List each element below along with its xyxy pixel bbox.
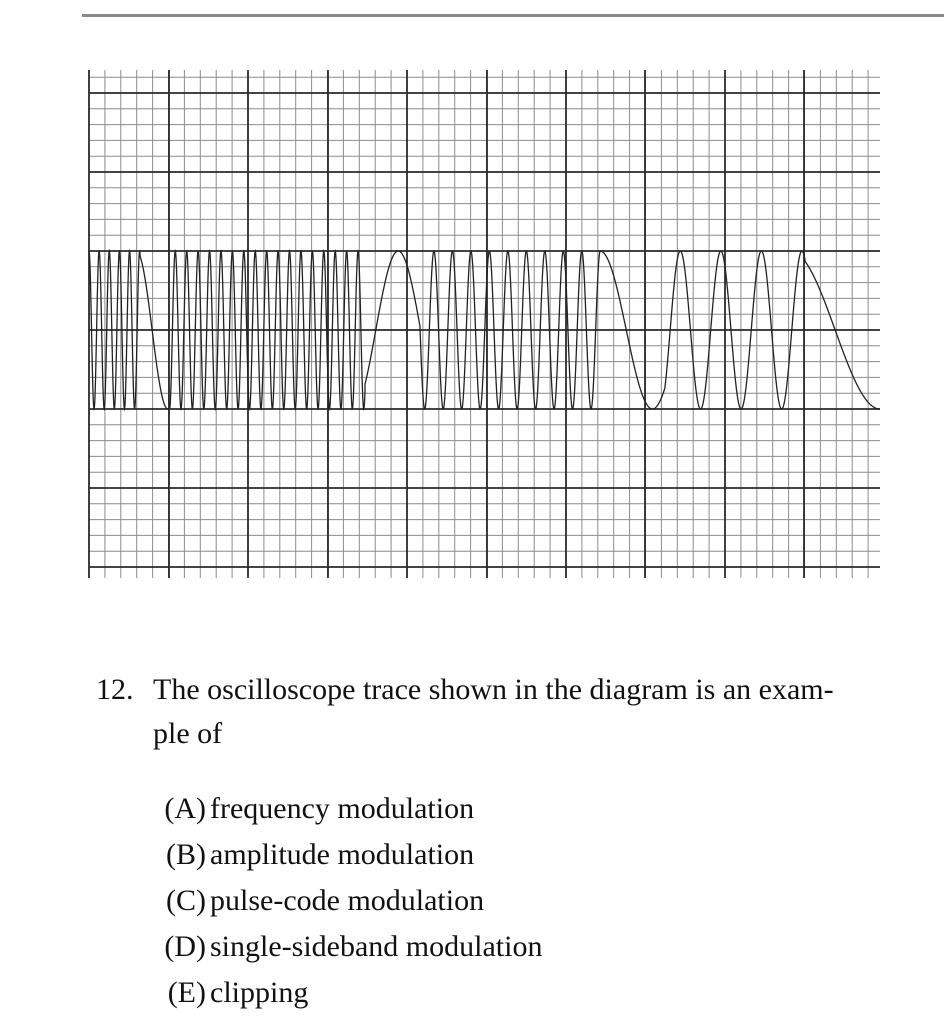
choice-letter: (B) bbox=[166, 838, 206, 871]
choice-text: frequency modulation bbox=[210, 792, 475, 825]
choice-text: clipping bbox=[210, 976, 309, 1009]
choice-b[interactable] bbox=[146, 832, 846, 878]
choice-text: amplitude modulation bbox=[210, 838, 475, 871]
choice-c[interactable] bbox=[146, 878, 846, 924]
choice-text: pulse-code modulation bbox=[210, 884, 485, 917]
choice-letter: (A) bbox=[164, 792, 206, 825]
question-number: 12. bbox=[96, 673, 134, 706]
choice-letter: (C) bbox=[166, 884, 206, 917]
answer-choices bbox=[146, 786, 846, 1016]
question-stem-line-1: The oscilloscope trace shown in the diagram is an exam- bbox=[153, 673, 834, 706]
question-stem-line-2: ple of bbox=[153, 717, 223, 750]
choice-a[interactable] bbox=[146, 786, 846, 832]
choice-d[interactable] bbox=[146, 924, 846, 970]
choice-letter: (D) bbox=[164, 930, 206, 963]
choice-text: single-sideband modulation bbox=[210, 930, 543, 963]
choice-e[interactable] bbox=[146, 970, 846, 1016]
question-stem bbox=[153, 668, 893, 756]
choice-letter: (E) bbox=[167, 976, 206, 1009]
